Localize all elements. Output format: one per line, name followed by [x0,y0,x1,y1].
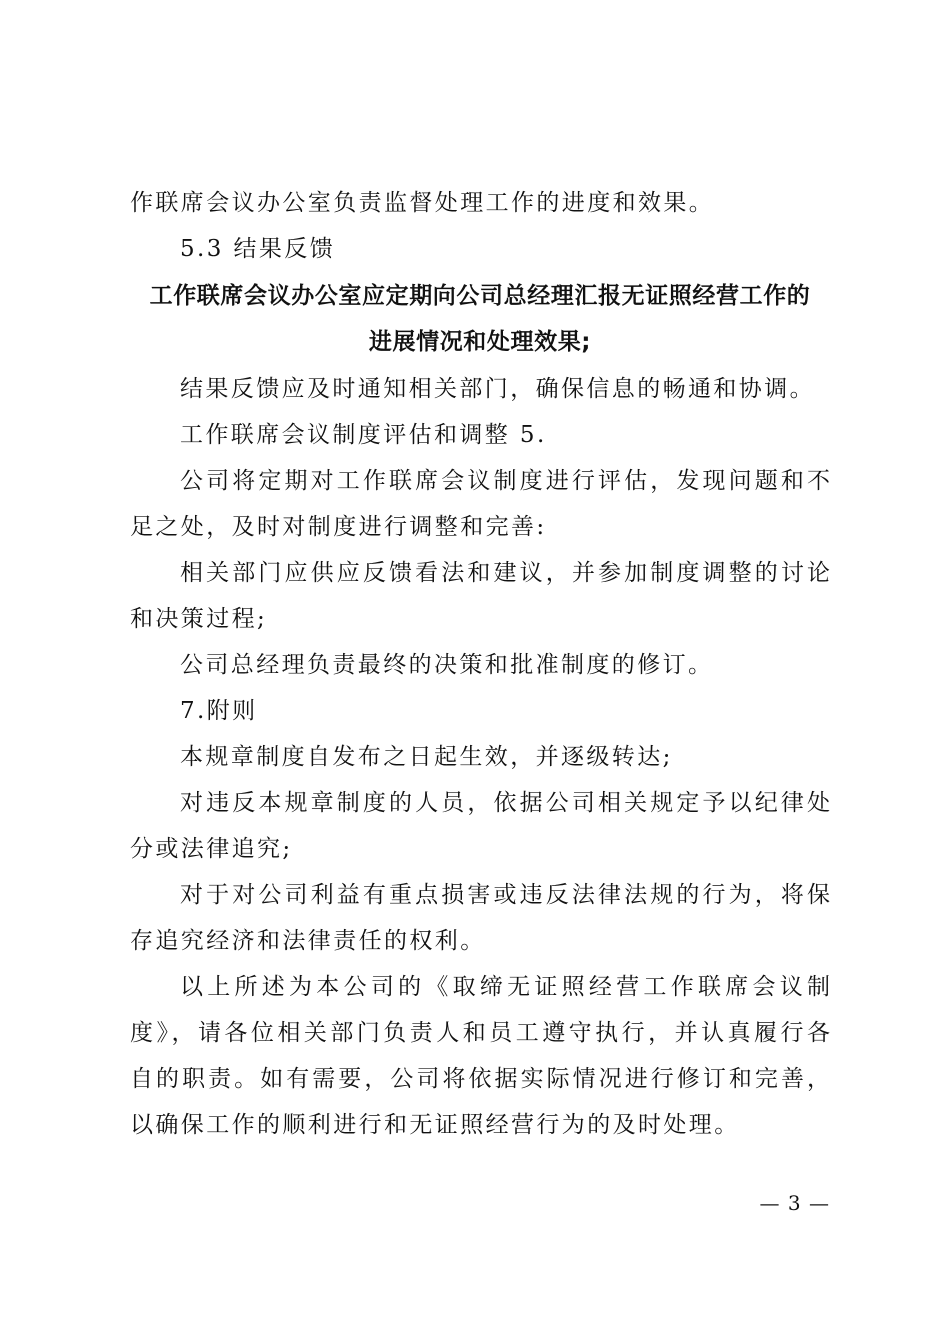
paragraph-line: 以上所述为本公司的《取缔无证照经营工作联席会议制 [180,974,830,1000]
section-heading: 7.附则 [180,698,258,724]
paragraph-line: 相关部门应供应反馈看法和建议，并参加制度调整的讨论 [180,560,830,586]
paragraph-line: 和决策过程; [130,606,268,632]
bold-paragraph-line: 进展情况和处理效果; [368,329,592,355]
paragraph-line: 自的职责。如有需要，公司将依据实际情况进行修订和完善， [130,1066,830,1092]
paragraph-line: 结果反馈应及时通知相关部门，确保信息的畅通和协调。 [180,376,815,402]
paragraph-line: 存追究经济和法律责任的权利。 [130,928,486,954]
paragraph-line: 公司将定期对工作联席会议制度进行评估，发现问题和不 [180,468,830,494]
paragraph-line: 作联席会议办公室负责监督处理工作的进度和效果。 [130,190,715,216]
paragraph-line: 足之处，及时对制度进行调整和完善: [130,514,547,540]
paragraph-line: 对违反本规章制度的人员，依据公司相关规定予以纪律处 [180,790,830,816]
paragraph-line: 度》，请各位相关部门负责人和员工遵守执行，并认真履行各 [130,1020,830,1046]
section-heading: 5.3 结果反馈 [180,236,336,262]
paragraph-line: 对于对公司利益有重点损害或违反法律法规的行为，将保 [180,882,830,908]
paragraph-line: 分或法律追究; [130,836,293,862]
bold-paragraph-line: 工作联席会议办公室应定期向公司总经理汇报无证照经营工作的 [149,283,811,309]
paragraph-line: 公司总经理负责最终的决策和批准制度的修订。 [180,652,714,678]
paragraph-line: 本规章制度自发布之日起生效，并逐级转达; [180,744,673,770]
paragraph-line: 以确保工作的顺利进行和无证照经营行为的及时处理。 [130,1112,740,1138]
page-number: — 3 — [759,1191,830,1215]
section-heading: 工作联席会议制度评估和调整 5. [180,422,547,448]
